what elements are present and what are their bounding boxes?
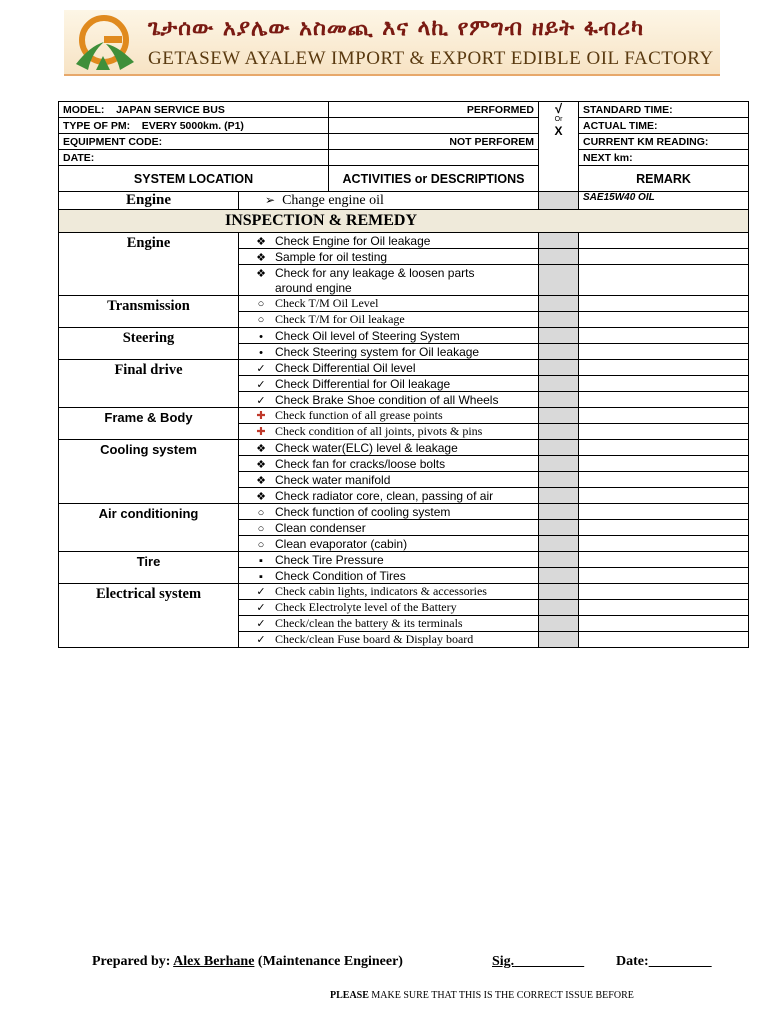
col-mark-blank — [539, 166, 579, 192]
mark-cell[interactable] — [539, 536, 579, 552]
engine-mark-cell[interactable] — [539, 192, 579, 210]
mark-cell[interactable] — [539, 488, 579, 504]
bullet-icon: ✚ — [256, 426, 266, 438]
remark-cell[interactable] — [579, 424, 749, 440]
footer-note: PLEASE MAKE SURE THAT THIS IS THE CORRECT ISSUE BEFORE — [330, 990, 634, 1001]
remark-cell[interactable] — [579, 408, 749, 424]
activity-item: ✓ Check/clean Fuse board & Display board — [239, 632, 539, 648]
remark-cell[interactable] — [579, 376, 749, 392]
actual-time-label: ACTUAL TIME: — [579, 118, 749, 134]
remark-cell[interactable] — [579, 568, 749, 584]
bullet-icon: ○ — [257, 522, 265, 535]
activity-item: ❖ Check Engine for Oil leakage — [239, 233, 539, 249]
model-value: JAPAN SERVICE BUS — [116, 103, 225, 116]
section-title: INSPECTION & REMEDY — [59, 210, 749, 233]
column-header-row — [59, 166, 749, 192]
mark-cell[interactable] — [539, 520, 579, 536]
remark-cell[interactable] — [579, 504, 749, 520]
mark-cell[interactable] — [539, 632, 579, 648]
next-km-label: NEXT km: — [579, 150, 749, 166]
company-logo-icon — [70, 12, 136, 74]
date-field: Date: — [616, 954, 649, 969]
remark-cell[interactable] — [579, 520, 749, 536]
activity-item: ❖ Check radiator core, clean, passing of air — [239, 488, 539, 504]
bullet-icon: ✓ — [256, 362, 266, 375]
activity-item: ✚ Check condition of all joints, pivots & pins — [239, 424, 539, 440]
bullet-icon: ✓ — [256, 378, 266, 391]
remark-cell[interactable] — [579, 440, 749, 456]
activity-item: ❖ Check water(ELC) level & leakage — [239, 440, 539, 456]
bullet-icon: • — [259, 346, 263, 359]
mark-cell[interactable] — [539, 312, 579, 328]
mark-cell[interactable] — [539, 424, 579, 440]
system-name: Cooling system — [59, 440, 239, 504]
mark-cell[interactable] — [539, 568, 579, 584]
bullet-icon: ❖ — [256, 442, 266, 455]
preparer-name: Alex Berhane — [173, 954, 255, 969]
header-row-pm: TYPE OF PM: EVERY 5000km. (P1) ACTUAL TIME: — [59, 118, 749, 134]
remark-cell[interactable] — [579, 488, 749, 504]
col-system-location: SYSTEM LOCATION — [59, 166, 329, 192]
bullet-icon: ❖ — [256, 235, 266, 248]
pm-value: EVERY 5000km. (P1) — [141, 119, 244, 132]
remark-cell[interactable] — [579, 328, 749, 344]
system-name: Final drive — [59, 360, 239, 408]
mark-cell[interactable] — [539, 584, 579, 600]
system-name: Transmission — [59, 296, 239, 328]
mark-cell[interactable] — [539, 504, 579, 520]
engine-oil-row — [59, 192, 749, 210]
bullet-icon: • — [259, 330, 263, 343]
activity-item: ❖ Sample for oil testing — [239, 249, 539, 265]
mark-cell[interactable] — [539, 249, 579, 265]
bullet-icon: ❖ — [256, 458, 266, 471]
remark-cell[interactable] — [579, 312, 749, 328]
mark-cell[interactable] — [539, 440, 579, 456]
standard-time-label: STANDARD TIME: — [579, 102, 749, 118]
activity-item: ✓ Check cabin lights, indicators & accessories — [239, 584, 539, 600]
mark-cell[interactable] — [539, 600, 579, 616]
activity-item: • Check Oil level of Steering System — [239, 328, 539, 344]
activity-item: ○ Check function of cooling system — [239, 504, 539, 520]
engine-label: Engine — [59, 192, 239, 210]
company-name: GETASEW AYALEW IMPORT & EXPORT EDIBLE OIL FACTORY — [148, 48, 714, 69]
amharic-title: ጌታሰው አያሌው አስመጪ እና ላኪ የምግብ ዘይት ፋብሪካ — [148, 16, 645, 41]
arrow-bullet-icon: ➢ — [265, 192, 276, 207]
checklist-table — [58, 101, 749, 648]
mark-cell[interactable] — [539, 408, 579, 424]
activity-item: ○ Check T/M for Oil leakage — [239, 312, 539, 328]
col-activities: ACTIVITIES or DESCRIPTIONS — [329, 166, 539, 192]
bullet-icon: ❖ — [256, 251, 266, 264]
table-row — [59, 233, 749, 249]
remark-cell[interactable] — [579, 249, 749, 265]
activity-item: ○ Check T/M Oil Level — [239, 296, 539, 312]
activity-item: ○ Clean condenser — [239, 520, 539, 536]
remark-cell[interactable] — [579, 456, 749, 472]
section-row — [59, 210, 749, 233]
date-label: DATE: — [59, 150, 329, 166]
bullet-icon: ❖ — [256, 267, 266, 280]
header-row-model: MODEL: JAPAN SERVICE BUS PERFORMED √ Or X STANDARD TIME: — [59, 102, 749, 118]
activity-item: ❖ Check water manifold — [239, 472, 539, 488]
remark-cell[interactable] — [579, 360, 749, 376]
bullet-icon: ❖ — [256, 474, 266, 487]
activity-item: ✓ Check Brake Shoe condition of all Wheels — [239, 392, 539, 408]
mark-cell[interactable] — [539, 280, 579, 296]
remark-cell[interactable] — [579, 584, 749, 600]
mark-cell[interactable] — [539, 376, 579, 392]
remark-cell[interactable] — [579, 265, 749, 281]
table-row — [59, 360, 749, 376]
bullet-icon: ▪ — [259, 554, 263, 567]
mark-cell[interactable] — [539, 233, 579, 249]
mark-cell[interactable] — [539, 344, 579, 360]
remark-cell[interactable] — [579, 536, 749, 552]
pm-blank — [329, 118, 539, 134]
activity-item: ✚ Check function of all grease points — [239, 408, 539, 424]
remark-cell[interactable] — [579, 392, 749, 408]
remark-cell[interactable] — [579, 280, 749, 296]
activity-item: ○ Clean evaporator (cabin) — [239, 536, 539, 552]
not-performed-label: NOT PERFOREM — [329, 134, 539, 150]
bullet-icon: ✓ — [256, 602, 266, 614]
current-km-label: CURRENT KM READING: — [579, 134, 749, 150]
mark-cell[interactable] — [539, 472, 579, 488]
activity-item: ❖ Check fan for cracks/loose bolts — [239, 456, 539, 472]
header-banner — [64, 10, 720, 76]
bullet-icon: ▪ — [259, 570, 263, 583]
mark-cell[interactable] — [539, 265, 579, 281]
remark-cell[interactable] — [579, 616, 749, 632]
prepared-by: Prepared by: Alex Berhane (Maintenance Engineer) — [92, 954, 403, 969]
remark-cell[interactable] — [579, 296, 749, 312]
bullet-icon: ○ — [257, 538, 265, 551]
system-name: Frame & Body — [59, 408, 239, 440]
mark-cell[interactable] — [539, 296, 579, 312]
system-name: Electrical system — [59, 584, 239, 648]
remark-cell[interactable] — [579, 632, 749, 648]
bullet-icon: ❖ — [256, 490, 266, 503]
activity-item: ✓ Check Differential for Oil leakage — [239, 376, 539, 392]
activity-item: ✓ Check Electrolyte level of the Battery — [239, 600, 539, 616]
bullet-icon: ○ — [257, 314, 265, 326]
table-row — [59, 552, 749, 568]
table-row — [59, 584, 749, 600]
engine-remark: SAE15W40 OIL — [579, 192, 749, 210]
performed-label: PERFORMED — [329, 102, 539, 118]
remark-cell[interactable] — [579, 600, 749, 616]
remark-cell[interactable] — [579, 472, 749, 488]
mark-cell[interactable] — [539, 392, 579, 408]
system-name: Tire — [59, 552, 239, 584]
bullet-icon: ✓ — [256, 634, 266, 646]
remark-cell[interactable] — [579, 552, 749, 568]
activity-item: around engine — [239, 280, 539, 296]
header-row-equipment — [59, 134, 749, 150]
bullet-icon: ○ — [257, 298, 265, 310]
system-name: Engine — [59, 233, 239, 296]
bullet-icon: ○ — [257, 506, 265, 519]
activity-item: ❖ Check for any leakage & loosen parts — [239, 265, 539, 281]
remark-cell[interactable] — [579, 344, 749, 360]
col-remark: REMARK — [579, 166, 749, 192]
bullet-icon: ✚ — [256, 410, 266, 422]
system-name: Steering — [59, 328, 239, 360]
signature-field: Sig. — [492, 954, 515, 969]
activity-item: ✓ Check/clean the battery & its terminals — [239, 616, 539, 632]
activity-item: • Check Steering system for Oil leakage — [239, 344, 539, 360]
bullet-icon: ✓ — [256, 394, 266, 407]
mark-cell[interactable] — [539, 328, 579, 344]
mark-cell[interactable] — [539, 552, 579, 568]
remark-cell[interactable] — [579, 233, 749, 249]
engine-activity: ➢ Change engine oil — [239, 192, 539, 210]
table-row — [59, 504, 749, 520]
equipment-label: EQUIPMENT CODE: — [59, 134, 329, 150]
mark-cell[interactable] — [539, 616, 579, 632]
mark-cell[interactable] — [539, 456, 579, 472]
table-row — [59, 440, 749, 456]
table-row — [59, 408, 749, 424]
table-row — [59, 296, 749, 312]
activity-item: ▪ Check Condition of Tires — [239, 568, 539, 584]
performed-marker: √ Or X — [539, 102, 579, 166]
mark-cell[interactable] — [539, 360, 579, 376]
header-row-date — [59, 150, 749, 166]
bullet-icon: ✓ — [256, 586, 266, 598]
activity-item: ✓ Check Differential Oil level — [239, 360, 539, 376]
table-row — [59, 328, 749, 344]
activity-item: ▪ Check Tire Pressure — [239, 552, 539, 568]
date-blank — [329, 150, 539, 166]
system-name: Air conditioning — [59, 504, 239, 552]
bullet-icon: ✓ — [256, 618, 266, 630]
